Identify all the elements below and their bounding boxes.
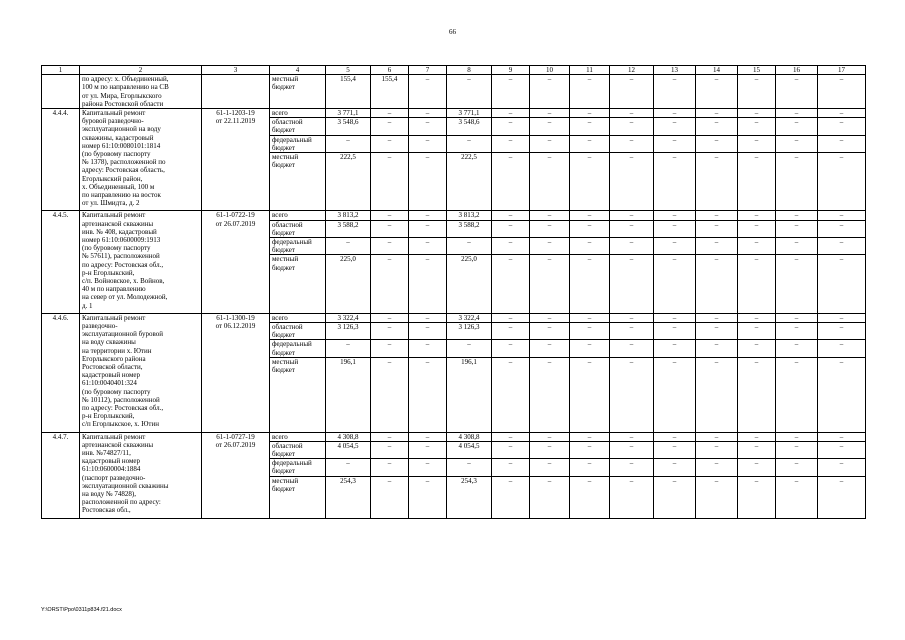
value-cell: – — [776, 357, 818, 432]
value-cell: – — [696, 340, 738, 357]
footer-file-path: Y:\ORST\Ppo\0311p834.f21.docx — [41, 607, 122, 613]
funding-source: местный бюджет — [270, 75, 326, 109]
value-cell: – — [610, 109, 654, 118]
value-cell: – — [570, 313, 610, 322]
page-number: 66 — [449, 28, 456, 36]
value-cell: – — [818, 135, 866, 152]
funding-source: федеральный бюджет — [270, 459, 326, 476]
value-cell: – — [492, 211, 530, 220]
value-cell: – — [654, 220, 696, 237]
value-cell: – — [818, 75, 866, 109]
value-cell: – — [447, 135, 492, 152]
value-cell: – — [409, 238, 447, 255]
value-cell: – — [530, 432, 570, 441]
column-number-7: 7 — [409, 66, 447, 75]
value-cell: – — [570, 476, 610, 518]
value-cell: 155,4 — [326, 75, 371, 109]
value-cell: – — [492, 135, 530, 152]
value-cell: – — [696, 441, 738, 458]
value-cell: – — [326, 135, 371, 152]
value-cell: – — [530, 109, 570, 118]
value-cell: – — [492, 220, 530, 237]
value-cell: – — [776, 313, 818, 322]
value-cell: – — [610, 118, 654, 135]
value-cell: 225,0 — [326, 255, 371, 313]
value-cell: – — [818, 441, 866, 458]
column-number-15: 15 — [738, 66, 776, 75]
value-cell: – — [696, 255, 738, 313]
registration-number: 61-1-1203-19 от 22.11.2019 — [202, 109, 270, 211]
funding-source: федеральный бюджет — [270, 340, 326, 357]
value-cell: – — [610, 432, 654, 441]
value-cell: – — [610, 476, 654, 518]
value-cell: – — [610, 323, 654, 340]
value-cell: – — [530, 441, 570, 458]
funding-source: всего — [270, 313, 326, 322]
value-cell: – — [371, 255, 409, 313]
value-cell: – — [492, 432, 530, 441]
value-cell: – — [654, 118, 696, 135]
value-cell: – — [818, 323, 866, 340]
value-cell: – — [610, 238, 654, 255]
value-cell: – — [654, 357, 696, 432]
value-cell: – — [654, 75, 696, 109]
value-cell: – — [696, 432, 738, 441]
value-cell: – — [738, 211, 776, 220]
value-cell: – — [530, 75, 570, 109]
value-cell: – — [696, 109, 738, 118]
value-cell: – — [570, 220, 610, 237]
value-cell: – — [409, 118, 447, 135]
value-cell: – — [409, 135, 447, 152]
value-cell: – — [530, 238, 570, 255]
value-cell: – — [696, 357, 738, 432]
value-cell: – — [371, 238, 409, 255]
value-cell: – — [610, 153, 654, 211]
funding-source: областной бюджет — [270, 323, 326, 340]
value-cell: – — [696, 476, 738, 518]
value-cell: – — [738, 153, 776, 211]
value-cell: – — [447, 75, 492, 109]
value-cell: – — [696, 459, 738, 476]
value-cell: – — [409, 313, 447, 322]
value-cell: – — [409, 459, 447, 476]
funding-source: областной бюджет — [270, 118, 326, 135]
column-number-14: 14 — [696, 66, 738, 75]
value-cell: 3 322,4 — [326, 313, 371, 322]
value-cell: – — [570, 153, 610, 211]
value-cell: – — [654, 459, 696, 476]
value-cell: – — [530, 255, 570, 313]
column-number-3: 3 — [202, 66, 270, 75]
value-cell: 3 813,2 — [326, 211, 371, 220]
value-cell: – — [409, 220, 447, 237]
item-number: 4.4.5. — [42, 211, 80, 313]
object-description: Капитальный ремонт буровой разведочно- эксплуатационной на воду скважины, кадастровый номер 61:10:0080101:1814 (по буровому паспорту № 1378), расположенной по адресу: Ростовская область, Егорлыкский район, х. Объединенный, 100 м по направлению на восток от ул. Шмидта, д. 2 — [80, 109, 202, 211]
value-cell: – — [818, 220, 866, 237]
value-cell: – — [570, 441, 610, 458]
value-cell: – — [492, 238, 530, 255]
value-cell: 196,1 — [326, 357, 371, 432]
table-row — [42, 313, 866, 322]
value-cell: – — [371, 340, 409, 357]
funding-source: местный бюджет — [270, 255, 326, 313]
value-cell: – — [570, 135, 610, 152]
funding-source: областной бюджет — [270, 220, 326, 237]
funding-source: всего — [270, 109, 326, 118]
value-cell: 3 588,2 — [326, 220, 371, 237]
value-cell: – — [696, 323, 738, 340]
value-cell: – — [409, 211, 447, 220]
value-cell: – — [371, 109, 409, 118]
value-cell: – — [409, 357, 447, 432]
value-cell: – — [776, 255, 818, 313]
value-cell: – — [492, 75, 530, 109]
value-cell: – — [570, 340, 610, 357]
value-cell: – — [654, 441, 696, 458]
item-number: 4.4.7. — [42, 432, 80, 518]
value-cell: – — [530, 313, 570, 322]
value-cell: – — [818, 109, 866, 118]
value-cell: – — [738, 340, 776, 357]
value-cell: 4 054,5 — [326, 441, 371, 458]
value-cell: – — [654, 313, 696, 322]
value-cell: – — [371, 323, 409, 340]
value-cell: – — [570, 255, 610, 313]
value-cell: – — [371, 459, 409, 476]
funding-source: федеральный бюджет — [270, 135, 326, 152]
value-cell: – — [610, 313, 654, 322]
value-cell: – — [610, 75, 654, 109]
value-cell: 155,4 — [371, 75, 409, 109]
value-cell: – — [738, 459, 776, 476]
value-cell: – — [610, 357, 654, 432]
value-cell: – — [696, 313, 738, 322]
value-cell: – — [371, 135, 409, 152]
value-cell: – — [447, 459, 492, 476]
value-cell: – — [776, 153, 818, 211]
value-cell: – — [409, 476, 447, 518]
value-cell: – — [610, 135, 654, 152]
value-cell: 3 548,6 — [447, 118, 492, 135]
value-cell: – — [409, 255, 447, 313]
value-cell: – — [696, 118, 738, 135]
value-cell: 225,0 — [447, 255, 492, 313]
funding-source: местный бюджет — [270, 153, 326, 211]
value-cell: – — [409, 340, 447, 357]
value-cell: – — [738, 109, 776, 118]
funding-source: областной бюджет — [270, 441, 326, 458]
value-cell: – — [610, 255, 654, 313]
value-cell: 4 054,5 — [447, 441, 492, 458]
row-number-cell — [42, 75, 80, 109]
value-cell: – — [530, 323, 570, 340]
value-cell: – — [371, 211, 409, 220]
value-cell: – — [776, 109, 818, 118]
value-cell: – — [738, 118, 776, 135]
value-cell: – — [818, 476, 866, 518]
value-cell: – — [570, 109, 610, 118]
object-description: по адресу: х. Объединенный, 100 м по направлению на СВ от ул. Мира, Егорлыкского района Ростовской области — [80, 75, 202, 109]
value-cell: – — [530, 476, 570, 518]
value-cell: – — [610, 441, 654, 458]
value-cell: – — [696, 75, 738, 109]
value-cell: – — [776, 441, 818, 458]
value-cell: – — [371, 313, 409, 322]
value-cell: – — [696, 211, 738, 220]
value-cell: 254,3 — [447, 476, 492, 518]
value-cell: – — [818, 432, 866, 441]
value-cell: – — [696, 238, 738, 255]
value-cell: – — [492, 153, 530, 211]
column-number-10: 10 — [530, 66, 570, 75]
value-cell: – — [776, 135, 818, 152]
value-cell: – — [818, 211, 866, 220]
value-cell: 196,1 — [447, 357, 492, 432]
column-number-1: 1 — [42, 66, 80, 75]
value-cell: – — [326, 459, 371, 476]
value-cell: – — [776, 340, 818, 357]
value-cell: – — [530, 340, 570, 357]
value-cell: – — [696, 135, 738, 152]
value-cell: – — [530, 357, 570, 432]
value-cell: – — [610, 211, 654, 220]
table-row — [42, 109, 866, 118]
budget-table — [41, 65, 866, 519]
value-cell: 3 548,6 — [326, 118, 371, 135]
value-cell: 3 771,1 — [326, 109, 371, 118]
value-cell: – — [570, 432, 610, 441]
value-cell: – — [738, 75, 776, 109]
column-number-11: 11 — [570, 66, 610, 75]
value-cell: – — [738, 135, 776, 152]
value-cell: – — [818, 459, 866, 476]
value-cell: – — [776, 323, 818, 340]
column-number-5: 5 — [326, 66, 371, 75]
object-description: Капитальный ремонт разведочно- эксплуатационной буровой на воду скважины на территории х. Ютин Егорлыкского района Ростовской области, кадастровый номер 61:10:0040401:324 (по буровому паспорту № 10112), расположенной по адресу: Ростовская обл., р-н Егорлыкский, с/п Егорлыкское, х. Ютин — [80, 313, 202, 432]
value-cell: 3 126,3 — [326, 323, 371, 340]
value-cell: – — [570, 211, 610, 220]
value-cell: – — [610, 340, 654, 357]
value-cell: – — [818, 153, 866, 211]
value-cell: – — [409, 432, 447, 441]
object-description: Капитальный ремонт артезианской скважины инв. №74827/11, кадастровый номер 61:10:0600004:1884 (паспорт разведочно- эксплуатационной скважины на воду № 74828), расположенной по адресу: Ростовская обл., — [80, 432, 202, 518]
value-cell: – — [371, 118, 409, 135]
column-number-8: 8 — [447, 66, 492, 75]
value-cell: – — [738, 432, 776, 441]
value-cell: – — [492, 118, 530, 135]
value-cell: – — [776, 211, 818, 220]
value-cell: – — [570, 323, 610, 340]
value-cell: – — [818, 357, 866, 432]
value-cell: – — [654, 211, 696, 220]
value-cell: – — [530, 135, 570, 152]
column-number-17: 17 — [818, 66, 866, 75]
table-row — [42, 211, 866, 220]
object-description: Капитальный ремонт артезианской скважины инв. № 408, кадастровый номер 61:10:0600009:1913 (по буровому паспорту № 57611), расположенной по адресу: Ростовская обл., р-н Егорлыкский, с/п. Войновское, х. Войнов, 40 м по направлению на север от ул. Молодежной, д. 1 — [80, 211, 202, 313]
value-cell: – — [371, 220, 409, 237]
funding-source: местный бюджет — [270, 476, 326, 518]
value-cell: 3 771,1 — [447, 109, 492, 118]
value-cell: – — [492, 323, 530, 340]
value-cell: – — [409, 323, 447, 340]
value-cell: – — [818, 118, 866, 135]
value-cell: – — [776, 432, 818, 441]
value-cell: – — [570, 238, 610, 255]
value-cell: – — [818, 238, 866, 255]
value-cell: – — [326, 238, 371, 255]
value-cell: – — [326, 340, 371, 357]
value-cell: – — [654, 432, 696, 441]
column-number-12: 12 — [610, 66, 654, 75]
value-cell: 3 813,2 — [447, 211, 492, 220]
value-cell: – — [371, 441, 409, 458]
value-cell: – — [654, 323, 696, 340]
column-number-2: 2 — [80, 66, 202, 75]
value-cell: – — [371, 153, 409, 211]
value-cell: – — [447, 238, 492, 255]
value-cell: – — [409, 109, 447, 118]
value-cell: – — [738, 441, 776, 458]
value-cell: – — [738, 238, 776, 255]
funding-source: местный бюджет — [270, 357, 326, 432]
value-cell: – — [776, 459, 818, 476]
column-number-9: 9 — [492, 66, 530, 75]
value-cell: 222,5 — [326, 153, 371, 211]
value-cell: 254,3 — [326, 476, 371, 518]
value-cell: – — [570, 357, 610, 432]
value-cell: – — [492, 476, 530, 518]
value-cell: – — [738, 313, 776, 322]
value-cell: – — [492, 459, 530, 476]
value-cell: – — [447, 340, 492, 357]
value-cell: – — [570, 118, 610, 135]
value-cell: – — [738, 476, 776, 518]
registration-number: 61-1-0727-19 от 26.07.2019 — [202, 432, 270, 518]
value-cell: – — [696, 220, 738, 237]
column-number-6: 6 — [371, 66, 409, 75]
value-cell: – — [610, 220, 654, 237]
value-cell: – — [654, 135, 696, 152]
value-cell: – — [492, 441, 530, 458]
value-cell: – — [530, 220, 570, 237]
value-cell: – — [409, 441, 447, 458]
value-cell: – — [409, 153, 447, 211]
value-cell: – — [776, 220, 818, 237]
item-number: 4.4.6. — [42, 313, 80, 432]
column-number-row — [42, 66, 866, 75]
value-cell: – — [371, 476, 409, 518]
registration-cell — [202, 75, 270, 109]
item-number: 4.4.4. — [42, 109, 80, 211]
value-cell: 222,5 — [447, 153, 492, 211]
value-cell: – — [492, 357, 530, 432]
value-cell: – — [654, 109, 696, 118]
value-cell: – — [738, 255, 776, 313]
value-cell: – — [818, 340, 866, 357]
value-cell: – — [492, 340, 530, 357]
value-cell: – — [570, 459, 610, 476]
value-cell: – — [610, 459, 654, 476]
column-number-4: 4 — [270, 66, 326, 75]
value-cell: 3 126,3 — [447, 323, 492, 340]
table-row — [42, 432, 866, 441]
value-cell: – — [409, 75, 447, 109]
value-cell: – — [776, 75, 818, 109]
value-cell: – — [492, 313, 530, 322]
value-cell: – — [371, 357, 409, 432]
value-cell: – — [654, 255, 696, 313]
value-cell: – — [776, 238, 818, 255]
value-cell: – — [654, 153, 696, 211]
value-cell: – — [776, 476, 818, 518]
value-cell: – — [371, 432, 409, 441]
table-row — [42, 75, 866, 109]
table-body — [42, 75, 866, 518]
value-cell: – — [570, 75, 610, 109]
value-cell: – — [738, 357, 776, 432]
value-cell: – — [738, 323, 776, 340]
value-cell: – — [654, 476, 696, 518]
funding-source: федеральный бюджет — [270, 238, 326, 255]
value-cell: – — [654, 238, 696, 255]
registration-number: 61-1-0722-19 от 26.07.2019 — [202, 211, 270, 313]
value-cell: – — [696, 153, 738, 211]
value-cell: 3 322,4 — [447, 313, 492, 322]
value-cell: – — [530, 153, 570, 211]
value-cell: – — [530, 118, 570, 135]
value-cell: 4 308,8 — [447, 432, 492, 441]
value-cell: – — [654, 340, 696, 357]
funding-source: всего — [270, 432, 326, 441]
value-cell: 4 308,8 — [326, 432, 371, 441]
value-cell: – — [776, 118, 818, 135]
value-cell: – — [530, 459, 570, 476]
value-cell: – — [530, 211, 570, 220]
column-number-13: 13 — [654, 66, 696, 75]
registration-number: 61-1-1300-19 от 06.12.2019 — [202, 313, 270, 432]
column-number-16: 16 — [776, 66, 818, 75]
value-cell: – — [492, 109, 530, 118]
value-cell: – — [818, 255, 866, 313]
value-cell: – — [492, 255, 530, 313]
value-cell: – — [738, 220, 776, 237]
value-cell: 3 588,2 — [447, 220, 492, 237]
funding-source: всего — [270, 211, 326, 220]
value-cell: – — [818, 313, 866, 322]
